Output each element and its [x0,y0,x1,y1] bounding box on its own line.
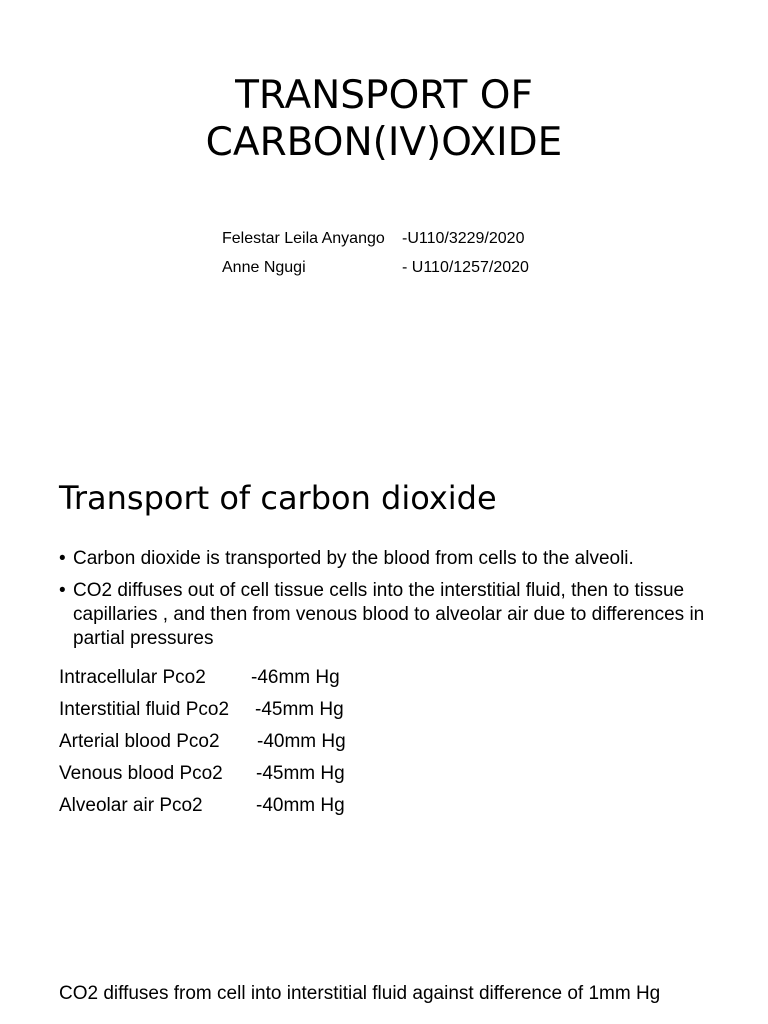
bullet-text: Carbon dioxide is transported by the blood from cells to the alveoli. [73,548,634,569]
pressure-row [59,758,346,790]
pressure-label: Venous blood Pco2 [59,763,223,784]
pressure-list [59,662,346,822]
pressure-row [59,662,346,694]
author-id: -U110/3229/2020 [402,230,525,247]
author-name: Anne Ngugi [222,259,306,276]
title-line-1: TRANSPORT OF [235,73,533,118]
title-line-2: CARBON(IV)OXIDE [205,120,563,165]
pressure-row [59,790,346,822]
author-list [222,224,529,282]
pressure-label: Arterial blood Pco2 [59,731,220,752]
pressure-value: -45mm Hg [256,763,345,784]
pressure-row [59,726,346,758]
bullet-item [59,579,709,651]
pressure-value: -45mm Hg [255,699,344,720]
pressure-label: Interstitial fluid Pco2 [59,699,230,720]
pressure-row [59,694,346,726]
pressure-label: Alveolar air Pco2 [59,795,203,816]
bullet-icon: • [59,580,66,601]
pressure-value: -46mm Hg [251,667,340,688]
pressure-value: -40mm Hg [257,731,346,752]
author-name: Felestar Leila Anyango [222,230,385,247]
bullet-list [59,547,709,659]
bullet-item [59,547,709,571]
pressure-value: -40mm Hg [256,795,345,816]
title-slide [0,0,768,430]
slide-title [0,72,768,166]
author-id: - U110/1257/2020 [402,259,529,276]
author-row [222,224,529,253]
slide-heading: Transport of carbon dioxide [59,479,497,517]
content-slide [0,470,768,1024]
footer-text: CO2 diffuses from cell into interstitial fluid against difference of 1mm Hg [59,983,661,1004]
bullet-icon: • [59,548,66,569]
author-row [222,253,529,282]
bullet-text: CO2 diffuses out of cell tissue cells into the interstitial fluid, then to tissue capillaries , and then from venous blood to alveolar air due to differences in partial pressures [73,580,705,649]
pressure-label: Intracellular Pco2 [59,667,206,688]
